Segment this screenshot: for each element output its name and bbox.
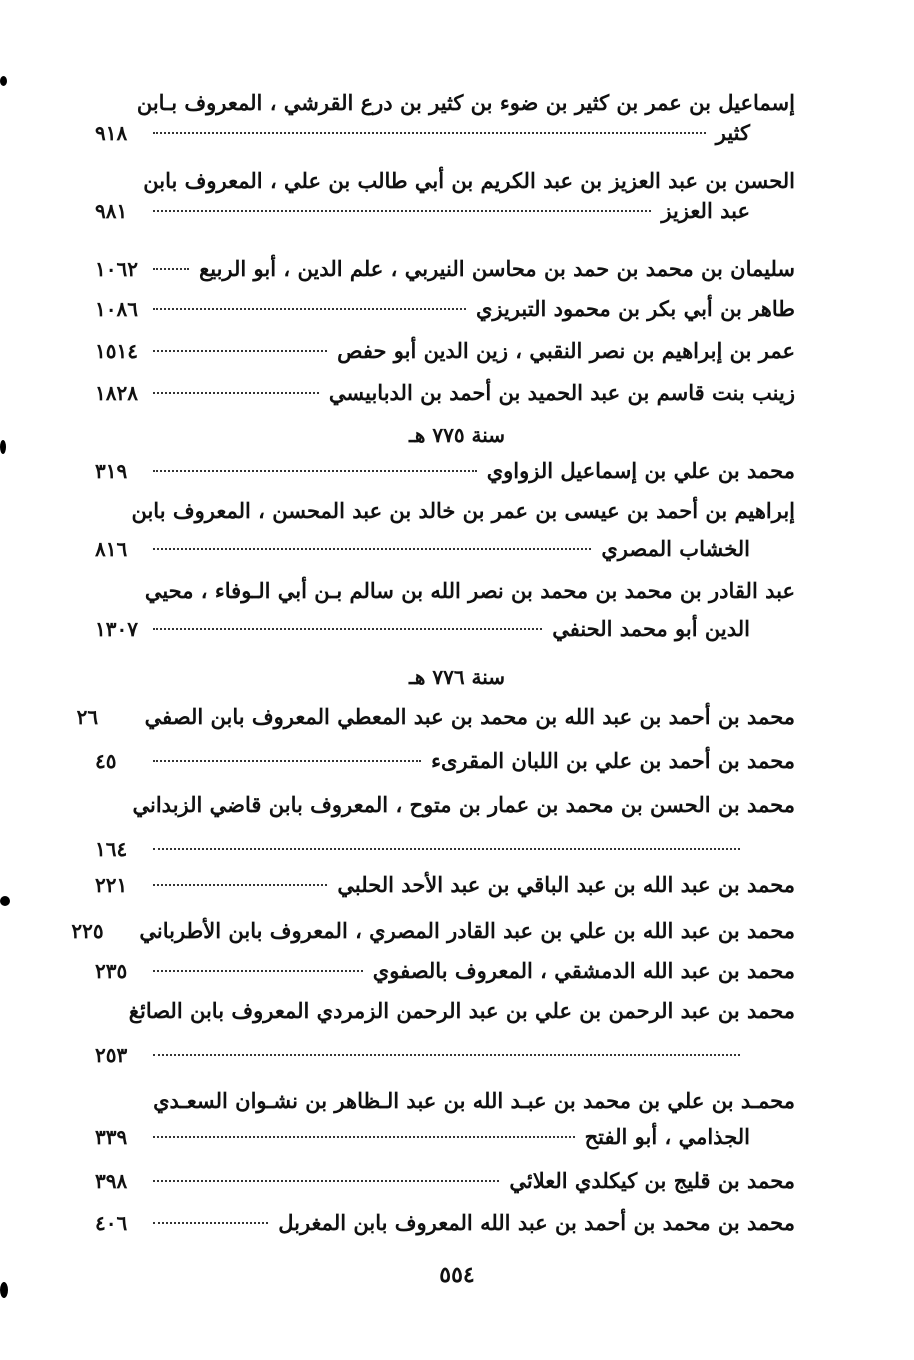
year-heading: سنة ٧٧٦ هـ (408, 665, 506, 689)
dot-leader (153, 1221, 268, 1224)
entry-text: سليمان بن محمد بن حمد بن محاسن النيربي ، علم الدين ، أبو الربيع (199, 256, 795, 281)
year-heading: سنة ٧٧٥ هـ (408, 423, 506, 447)
entry-text: عبد العزيز (661, 198, 750, 223)
index-entry (95, 88, 795, 148)
entry-text: محمد بن محمد بن أحمد بن عبد الله المعروف بابن المغربل (278, 1210, 795, 1235)
entry-text: محمد بن أحمد بن علي بن اللبان المقرىء (431, 748, 795, 773)
entry-text: إسماعيل بن عمر بن كثير بن ضوء بن كثير بن درع القرشي ، المعروف بـابن (136, 90, 795, 115)
dot-leader (153, 131, 706, 134)
page-ref: ٢٦ (76, 705, 99, 729)
entry-text: محمد بن عبد الله بن علي بن عبد القادر المصري ، المعروف بابن الأطرباني (139, 918, 795, 943)
dot-leader (153, 391, 319, 394)
entry-text: محمد بن علي بن إسماعيل الزواوي (486, 458, 795, 483)
page-ref: ٤٠٦ (95, 1211, 128, 1235)
entry-text: إبراهيم بن أحمد بن عيسى بن عمر بن خالد بن عبد المحسن ، المعروف بابن (131, 498, 795, 523)
dot-leader (153, 267, 189, 270)
entry-text: محمـد بن علي بن محمد بن عبـد الله بن عبد الـظاهر بن نشـوان السعـدي (153, 1088, 795, 1113)
dot-leader (153, 627, 542, 630)
entry-text: الجذامي ، أبو الفتح (584, 1124, 750, 1149)
dot-leader (153, 547, 591, 550)
page-ref: ٢٥٣ (95, 1043, 128, 1067)
index-entry (95, 254, 795, 284)
page-ref: ٢٣٥ (95, 959, 128, 983)
scan-speck (0, 440, 6, 454)
page-ref: ٣١٩ (95, 459, 128, 483)
dot-leader (153, 969, 363, 972)
entry-text: طاهر بن أبي بكر بن محمود التبريزي (475, 296, 795, 321)
dot-leader (153, 307, 466, 310)
dot-leader (153, 1053, 740, 1056)
index-entry (95, 746, 795, 776)
entry-text: الدين أبو محمد الحنفي (552, 616, 750, 641)
page-ref: ٩٨١ (95, 199, 128, 223)
entry-text: الحسن بن عبد العزيز بن عبد الكريم بن أبي طالب بن علي ، المعروف بابن (143, 168, 795, 193)
dot-leader (153, 209, 651, 212)
index-entry (95, 456, 795, 486)
page-number: ٥٥٤ (439, 1262, 475, 1288)
index-entry (95, 1208, 795, 1238)
entry-text: عمر بن إبراهيم بن نصر النقبي ، زين الدين أبو حفص (337, 338, 795, 363)
page-ref: ٢٢١ (95, 873, 128, 897)
index-entry (95, 996, 795, 1070)
index-entry (95, 956, 795, 986)
dot-leader (153, 847, 740, 850)
page-ref: ٢٢٥ (71, 919, 104, 943)
index-entry (95, 870, 795, 900)
page-ref: ٤٥ (95, 749, 117, 773)
index-entry (95, 294, 795, 324)
entry-text: محمد بن الحسن بن محمد بن عمار بن متوح ، المعروف بابن قاضي الزبداني (132, 792, 795, 817)
page-ref: ١٥١٤ (95, 339, 138, 363)
dot-leader (153, 883, 327, 886)
index-entry (95, 166, 795, 226)
index-entry (95, 790, 795, 864)
scan-speck (0, 76, 7, 86)
dot-leader (153, 1179, 499, 1182)
dot-leader (153, 349, 327, 352)
entry-text: محمد بن عبد الرحمن بن علي بن عبد الرحمن الزمردي المعروف بابن الصائغ (128, 998, 795, 1023)
entry-text: زينب بنت قاسم بن عبد الحميد بن أحمد بن الدبابيسي (328, 380, 795, 405)
entry-text: محمد بن أحمد بن عبد الله بن محمد بن عبد المعطي المعروف بابن الصفي (144, 704, 795, 729)
entry-text: محمد بن قليج بن كيكلدي العلائي (509, 1168, 795, 1193)
index-entry (95, 496, 795, 564)
index-entry (95, 1166, 795, 1196)
index-entry (95, 336, 795, 366)
entry-text: محمد بن عبد الله بن عبد الباقي بن عبد الأحد الحلبي (337, 872, 795, 897)
scan-speck (0, 896, 10, 906)
entry-text: الخشاب المصري (601, 536, 750, 561)
dot-leader (153, 1135, 575, 1138)
index-entry (95, 1086, 795, 1152)
page-ref: ٣٩٨ (95, 1169, 128, 1193)
page-ref: ١٠٨٦ (95, 297, 138, 321)
page-ref: ٣٣٩ (95, 1125, 128, 1149)
index-entry (95, 576, 795, 644)
entry-text: محمد بن عبد الله الدمشقي ، المعروف بالصفوي (372, 958, 795, 983)
page-ref: ١٦٤ (95, 837, 128, 861)
dot-leader (153, 759, 421, 762)
page-ref: ١٣٠٧ (95, 617, 138, 641)
entry-text: عبد القادر بن محمد بن محمد بن نصر الله بن سالم بـن أبي الـوفاء ، محيي (144, 578, 795, 603)
page-ref: ٨١٦ (95, 537, 128, 561)
index-entry (76, 702, 795, 732)
scan-speck (0, 1282, 8, 1298)
dot-leader (153, 469, 477, 472)
page-ref: ١٠٦٢ (95, 257, 138, 281)
page-ref: ٩١٨ (95, 121, 128, 145)
index-entry (71, 916, 795, 946)
index-entry (95, 378, 795, 408)
entry-text: كثير (715, 120, 750, 145)
page-ref: ١٨٢٨ (95, 381, 138, 405)
